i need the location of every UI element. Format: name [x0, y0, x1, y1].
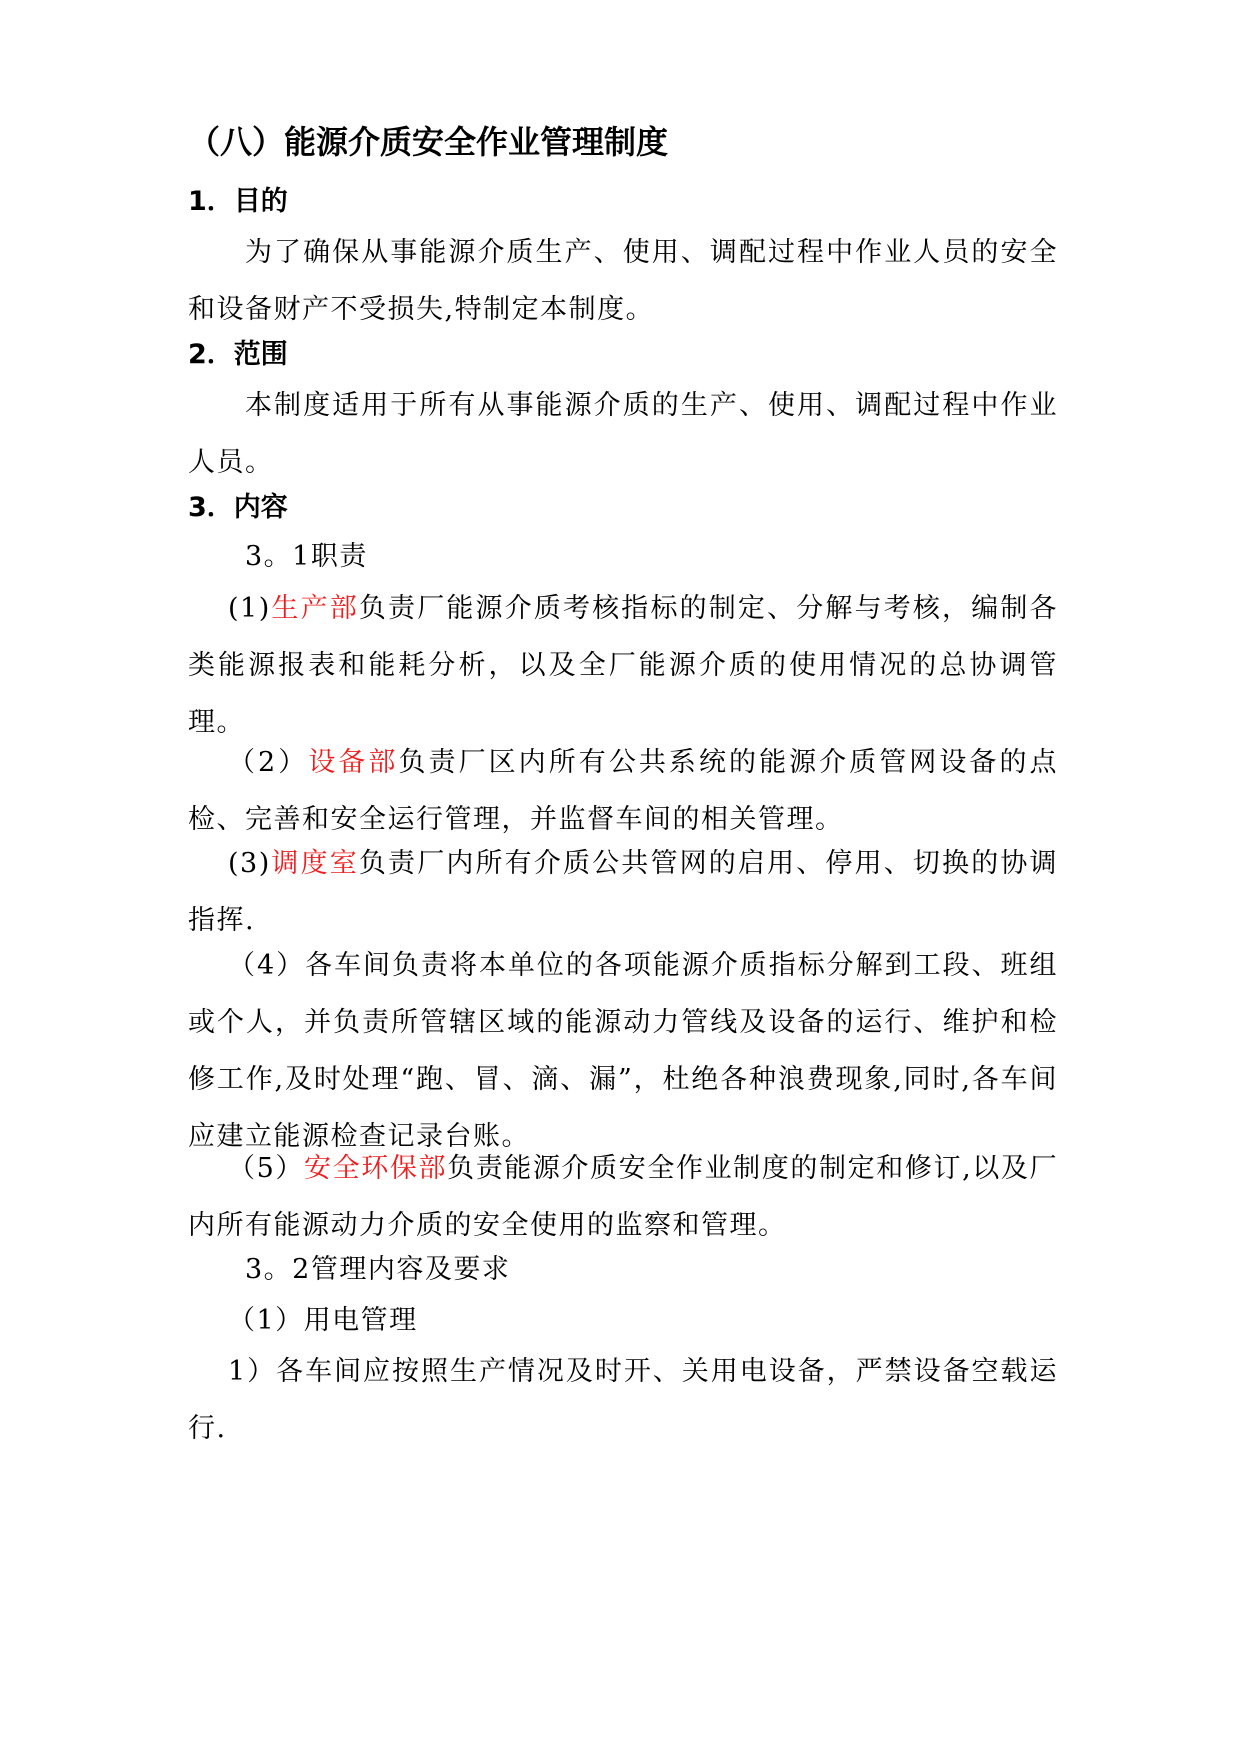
- responsibility-item-5: [188, 1140, 1058, 1254]
- department-name: 生产部: [270, 593, 359, 624]
- item-prefix: (3): [228, 848, 271, 879]
- item-prefix: （5）: [228, 1153, 305, 1184]
- section-heading-scope: 2．范围: [188, 339, 288, 370]
- purpose-paragraph: 为了确保从事能源介质生产、使用、调配过程中作业人员的安全和设备财产不受损失,特制定本制度。: [188, 237, 1058, 325]
- scope-paragraph: 本制度适用于所有从事能源介质的生产、使用、调配过程中作业人员。: [188, 390, 1058, 478]
- page-title: （八）能源介质安全作业管理制度: [188, 123, 669, 161]
- responsibility-item-2: [188, 734, 1058, 848]
- subsection-responsibilities: 3。1职责: [245, 541, 368, 572]
- responsibility-item-4: [188, 937, 1058, 1165]
- item-text: 负责能源介质安全作业制度的制定和修订,以及厂内所有能源动力介质的安全使用的监察和管理。: [188, 1153, 1058, 1241]
- section-heading-content: 3．内容: [188, 492, 288, 523]
- department-name: 调度室: [270, 848, 359, 879]
- document-page: [188, 0, 1058, 1754]
- section-heading-purpose: 1．目的: [188, 186, 288, 217]
- electricity-rule-1: 1）各车间应按照生产情况及时开、关用电设备，严禁设备空载运行.: [188, 1356, 1058, 1444]
- item-text: 负责厂区内所有公共系统的能源介质管网设备的点检、完善和安全运行管理，并监督车间的相关管理。: [188, 747, 1059, 835]
- item-text: 负责厂能源介质考核指标的制定、分解与考核，编制各类能源报表和能耗分析，以及全厂能源介质的使用情况的总协调管理。: [188, 593, 1059, 738]
- item-prefix: （4）: [228, 950, 306, 981]
- item-prefix: （2）: [228, 747, 309, 778]
- responsibility-item-3: [188, 835, 1058, 949]
- management-item-electricity: （1）用电管理: [228, 1305, 418, 1336]
- department-name: 设备部: [308, 747, 399, 778]
- department-name: 安全环保部: [304, 1153, 448, 1184]
- item-prefix: (1): [228, 593, 271, 624]
- subsection-management: 3。2管理内容及要求: [245, 1254, 511, 1285]
- item-text: 各车间负责将本单位的各项能源介质指标分解到工段、班组或个人，并负责所管辖区域的能源动力管线及设备的运行、维护和检修工作,及时处理“跑、冒、滴、漏”，杜绝各种浪费现象,同时,各车间应建立能源检查记录台账。: [188, 950, 1058, 1152]
- responsibility-item-1: [188, 580, 1058, 751]
- item-text: 负责厂内所有介质公共管网的启用、停用、切换的协调指挥.: [188, 848, 1059, 936]
